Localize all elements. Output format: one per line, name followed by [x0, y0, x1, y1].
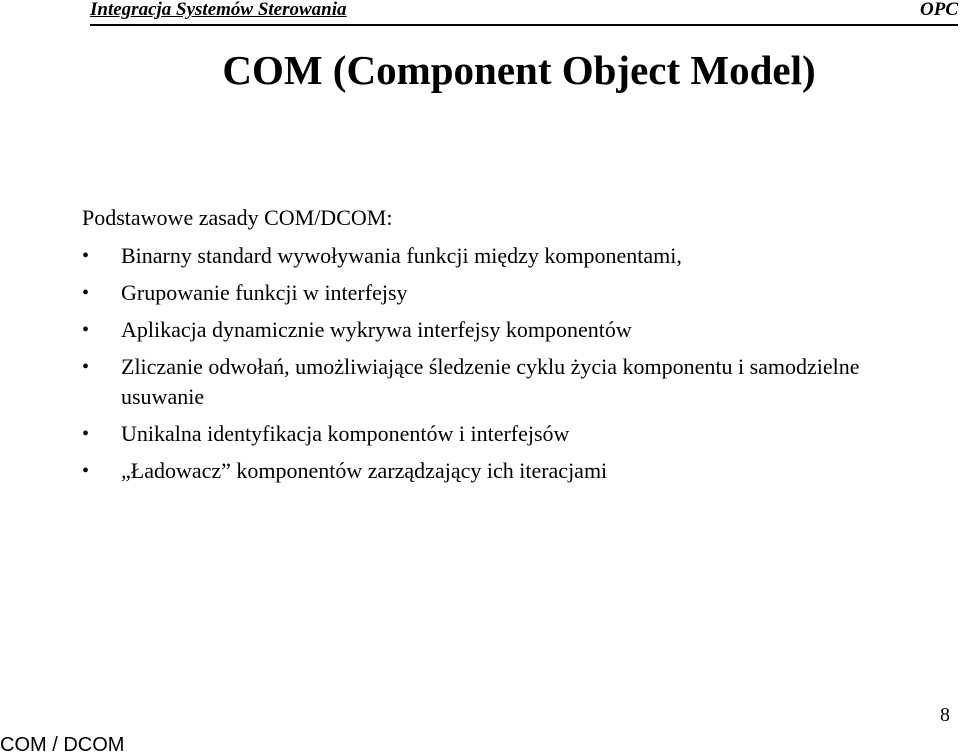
bullet-icon: •: [82, 282, 90, 304]
bullet-text: „Ładowacz” komponentów zarządzający ich iteracjami: [121, 458, 608, 483]
list-item: [82, 419, 912, 449]
bullet-icon: •: [82, 245, 90, 267]
header-topic: OPC: [920, 0, 958, 20]
list-item: [82, 315, 912, 345]
bullet-icon: •: [82, 460, 90, 482]
bullet-text: Binarny standard wywoływania funkcji między komponentami,: [121, 243, 682, 268]
slide-header: [90, 0, 958, 26]
intro-text: Podstawowe zasady COM/DCOM:: [82, 205, 393, 230]
bullet-text: Zliczanie odwołań, umożliwiające śledzenie cyklu życia komponentu i samodzielne usuwanie: [121, 354, 860, 409]
bullet-icon: •: [82, 319, 90, 341]
bullet-text: Aplikacja dynamicznie wykrywa interfejsy komponentów: [121, 317, 632, 342]
list-item: [82, 278, 912, 308]
page-number: 8: [940, 704, 950, 726]
bullet-text: Grupowanie funkcji w interfejsy: [121, 280, 408, 305]
footer-label: COM / DCOM: [0, 734, 125, 756]
list-item: [82, 456, 912, 486]
list-item: [82, 241, 912, 271]
bullet-list: [82, 241, 912, 493]
slide-title: COM (Component Object Model): [222, 47, 816, 93]
header-course-title: Integracja Systemów Sterowania: [90, 0, 347, 20]
bullet-icon: •: [82, 423, 90, 445]
bullet-text: Unikalna identyfikacja komponentów i interfejsów: [121, 421, 570, 446]
bullet-icon: •: [82, 356, 90, 378]
list-item: [82, 352, 912, 412]
